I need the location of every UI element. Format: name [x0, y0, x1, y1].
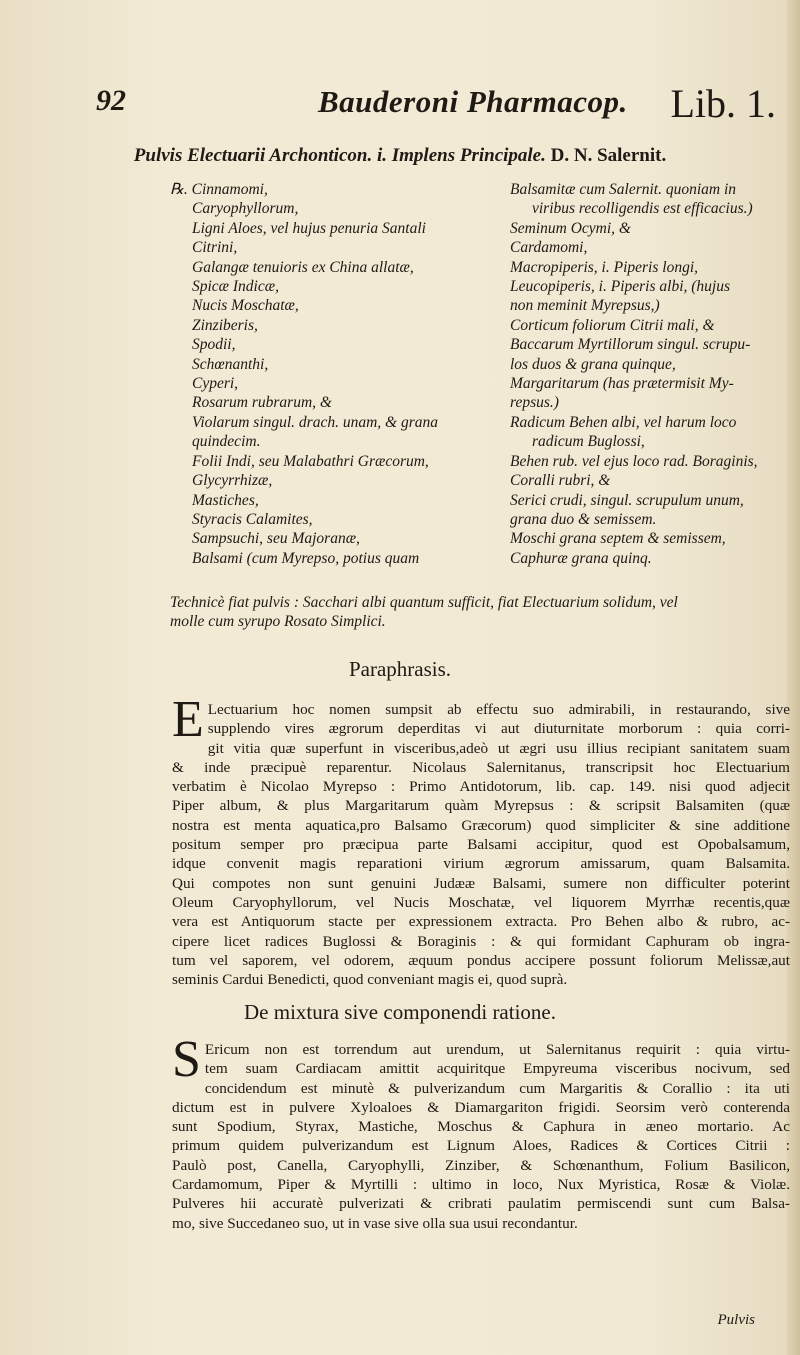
text-line: tum vel saporem, vel odorem, æquum pondus accipere possunt foliorum Melissæ,aut: [172, 951, 790, 969]
ingredient-line: Moschi grana septem & semissem,: [510, 530, 726, 548]
text-line: supplendo vires ægrorum deperditas vi aut diuturnitate morborum : quia corri-: [207, 720, 790, 738]
ingredient-line: Sampsuchi, seu Majoranæ,: [192, 530, 360, 548]
ingredient-line: Balsamitæ cum Salernit. quoniam in: [510, 181, 737, 198]
ingredient-line: Violarum singul. drach. unam, & grana: [192, 413, 438, 431]
drop-cap: E: [172, 691, 204, 748]
ingredient-line: Cyperi,: [192, 375, 239, 393]
text-line: positum semper pro præcipua parte Balsami accipitur, quod est Opobalsamum,: [172, 836, 790, 854]
ingredient-line: Balsami (cum Myrepso, potius quam: [192, 549, 420, 567]
text-line: Ericum non est torrendum aut urendum, ut Salernitanus requirit : quia virtu-: [204, 1041, 790, 1058]
text-line: nostra est menta aquatica,pro Balsamo Græcorum) quod simpliciter & sine additione: [172, 816, 790, 834]
recipe-title: [0, 145, 800, 167]
text-line: dictum est in pulvere Xyloaloes & Diamargariton frigidi. Seorsim verò conterenda: [172, 1098, 790, 1116]
mixtura-text: [172, 1031, 790, 1233]
ingredient-line: Serici crudi, singul. scrupulum unum,: [510, 491, 744, 509]
paraphrasis-text: [172, 691, 790, 989]
mixtura-heading: De mixtura sive componendi ratione.: [244, 1000, 556, 1024]
ingredient-line: Seminum Ocymi, &: [510, 219, 631, 237]
text-line: mo, sive Succedaneo suo, ut in vase sive olla sua usui recondantur.: [172, 1214, 578, 1232]
drop-cap: S: [172, 1031, 201, 1088]
ingredients-right-column: [510, 180, 795, 568]
ingredient-line: Behen rub. vel ejus loco rad. Boraginis,: [510, 452, 758, 470]
text-line: tem suam Cardiacam amittit acquiritque Empyreuma visceribus nocivum, sed: [204, 1060, 790, 1078]
text-line: concidendum est minutè & pulverizandum cum Margaritis & Corallio : ita uti: [204, 1079, 790, 1097]
ingredient-line: grana duo & semissem.: [510, 510, 657, 528]
preparation-instruction: [170, 593, 790, 632]
text-line: Pulveres hii accuratè pulverizati & cribrati paulatim permiscendi sunt cum Balsa-: [172, 1195, 790, 1213]
ingredient-line: repsus.): [510, 394, 559, 412]
ingredient-line: Schœnanthi,: [192, 355, 269, 373]
ingredients-left-column: [170, 180, 495, 568]
recipe-title-name: Pulvis Electuarii Archonticon.: [133, 145, 373, 166]
ingredient-line: Folii Indi, seu Malabathri Græcorum,: [192, 452, 429, 470]
page-header: [96, 78, 786, 128]
text-line: Lectuarium hoc nomen sumpsit ab effectu suo admirabili, in restaurando, sive: [207, 701, 790, 718]
ingredient-line: Citrini,: [192, 239, 238, 257]
ingredient-line: Glycyrrhizæ,: [192, 472, 273, 490]
ingredient-line: Styracis Calamites,: [192, 510, 313, 528]
text-line: & inde præcipuè reparentur. Nicolaus Salernitanus, transcripsit hoc Electuarium: [172, 758, 790, 776]
ingredient-line: Baccarum Myrtillorum singul. scrupu-: [510, 336, 751, 354]
text-line: Oleum Caryophyllorum, vel Nucis Moschatæ, vel liquorem Myrrhæ recentis,quæ: [172, 893, 790, 911]
text-line: seminis Cardui Benedicti, quod conveniant magis ei, quod suprà.: [172, 971, 568, 989]
ingredient-line: Leucopiperis, i. Piperis albi, (hujus: [510, 278, 731, 296]
text-line: Cardamomum, Piper & Myrtilli : ultimo in loco, Nux Myristica, Rosæ & Violæ.: [172, 1176, 790, 1194]
ingredient-line: Spodii,: [192, 336, 236, 354]
ingredient-line: Mastiches,: [192, 491, 259, 509]
text-line: verbatim è Nicolao Myrepso : Primo Antidotorum, lib. cap. 149. nisi quod adjecit: [172, 778, 790, 796]
catchword: Pulvis: [717, 1312, 755, 1328]
ingredient-line: radicum Buglossi,: [532, 433, 645, 451]
text-line: primum quidem pulverizandum est Lignum Aloes, Radices & Cortices Citrii :: [172, 1137, 790, 1155]
ingredient-line: Corticum foliorum Citrii mali, &: [510, 316, 715, 334]
ingredient-line: Coralli rubri, &: [510, 472, 611, 490]
text-line: Paulò post, Canella, Caryophylli, Zinziber, & Schœnanthum, Folium Basilicon,: [172, 1156, 790, 1174]
ingredient-line: non meminit Myrepsus,): [510, 297, 660, 315]
text-line: sunt Spodium, Styrax, Mastiche, Moschus & Caphura in æneo mortario. Ac: [172, 1118, 790, 1136]
ingredient-line: quindecim.: [192, 433, 261, 451]
recipe-title-alias: i. Implens Principale.: [376, 145, 546, 166]
ingredient-line: Macropiperis, i. Piperis longi,: [510, 258, 698, 276]
ingredient-line: Cardamomi,: [510, 239, 588, 257]
ingredient-line: Radicum Behen albi, vel harum loco: [510, 413, 737, 431]
text-line: Qui compotes non sunt genuini Judææ Balsami, sumere non difficulter poterint: [172, 874, 790, 892]
text-line: git vitia quæ superfunt in visceribus,adeò ut ægri usu illius recipiant sanitatem suam: [207, 739, 790, 757]
instruction-line: Technicè fiat pulvis : Sacchari albi quantum sufficit, fiat Electuarium solidum, vel: [170, 594, 678, 611]
text-line: vera est Antiquorum stacte per expressionem extracta. Pro Behen albo & rubro, ac-: [172, 913, 790, 931]
ingredient-line: Zinziberis,: [192, 316, 258, 334]
ingredient-line: Nucis Moschatæ,: [192, 297, 299, 315]
book-label: Lib. 1.: [670, 81, 776, 126]
running-title: Bauderoni Pharmacop.: [318, 84, 628, 119]
ingredient-line: Caryophyllorum,: [192, 200, 299, 218]
page-number: 92: [96, 84, 126, 117]
ingredient-line: Spicæ Indicæ,: [192, 278, 279, 296]
ingredient-line: Rosarum rubrarum, &: [192, 394, 332, 412]
ingredient-line: ℞. Cinnamomi,: [170, 181, 268, 198]
text-line: idque convenit magis reparationi virium ægrorum amissarum, quam Balsamita.: [172, 855, 790, 873]
ingredient-line: Margaritarum (has prætermisit My-: [510, 375, 734, 393]
ingredient-line: Caphuræ grana quinq.: [510, 549, 652, 567]
ingredient-line: viribus recolligendis est efficacius.): [532, 200, 753, 218]
recipe-title-source: D. N. Salernit.: [550, 145, 667, 166]
ingredient-line: Ligni Aloes, vel hujus penuria Santali: [192, 219, 426, 237]
ingredient-line: Galangæ tenuioris ex China allatæ,: [192, 258, 414, 276]
paraphrasis-heading: Paraphrasis.: [348, 657, 452, 681]
ingredient-line: los duos & grana quinque,: [510, 355, 676, 373]
text-line: cipere licet radices Buglossi & Boraginis : & qui formidant Caphuram ob ingra-: [172, 932, 790, 950]
instruction-line: molle cum syrupo Rosato Simplici.: [170, 613, 386, 631]
text-line: Piper album, & plus Margaritarum quàm Myrepsus : & scripsit Balsamiten (quæ: [172, 797, 790, 815]
